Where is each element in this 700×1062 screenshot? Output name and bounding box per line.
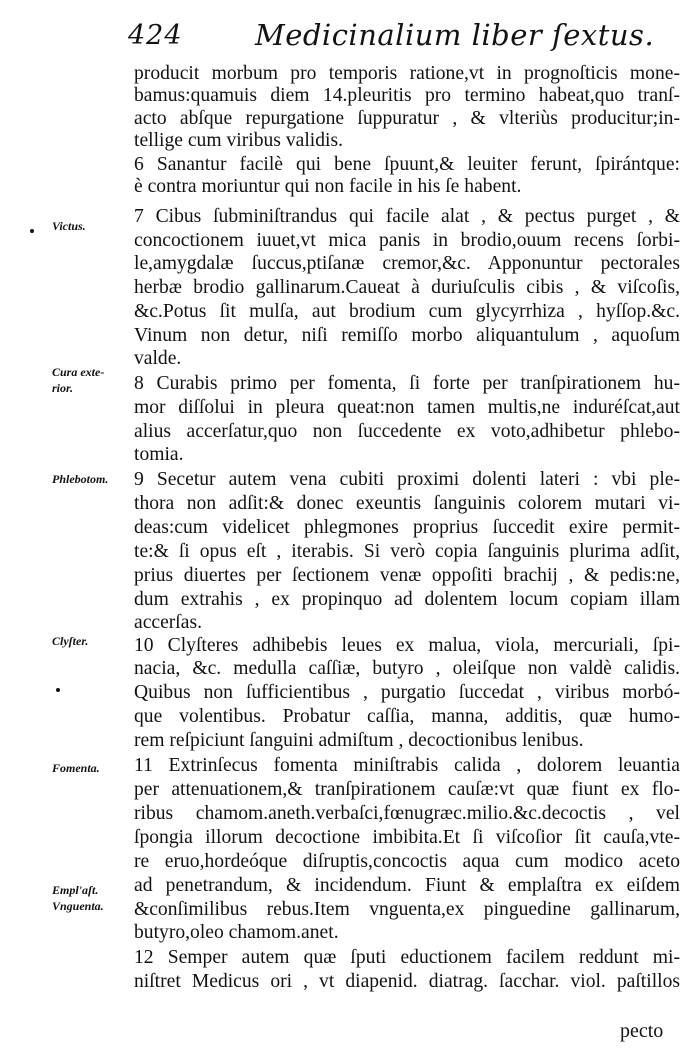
text-line: butyro,oleo chamom.anet. [134,922,339,943]
margin-dot [30,229,34,233]
margin-note-cura-exterior-2: rior. [52,381,74,395]
margin-note-cura-exterior-1: Cura exte- [52,365,105,379]
text-line: 9 Secetur autem vena cubiti proximi dolenti lateri : vbi ple- [134,469,680,490]
margin-note-fomenta: Fomenta. [52,761,100,775]
text-line: valde. [134,348,182,369]
text-line: nacia, &c. medulla caſſiæ, butyro , oleiſque non valdè calidis. [134,658,680,679]
text-line: ſpongia illorum decoctione imbibita.Et ſi viſcoſior ſit cauſa,vte- [134,827,680,848]
catchword: pecto [620,1020,664,1042]
text-line: dum extrahis , ex propinquo ad dolentem locum copiam illam [134,589,680,610]
text-line: herbæ brodio gallinarum.Caueat à duriuſculis cibis , & viſcoſis, [134,277,680,298]
margin-note-clyster: Clyſter. [52,634,89,648]
page-number: 424 [128,20,183,51]
margin-note-emplast: Empl'aſt. [52,883,99,897]
text-line: tomia. [134,444,184,465]
margin-dot [56,688,60,692]
text-line: mor diſſolui in pleura queat:non tamen multis,ne induréſcat,aut [134,397,680,418]
text-line: thora non adſit:& donec exeuntis ſanguinis colorem mutari vi- [134,493,680,514]
text-line: per attenuationem,& tranſpirationem cauſæ:vt quæ fiunt ex flo- [134,779,680,800]
text-line: te:& ſi opus eſt , iterabis. Si verò copia ſanguinis plurima adſit, [134,541,680,562]
margin-note-victus: Victus. [52,219,86,233]
text-line: &c.Potus ſit mulſa, aut brodium cum glycyrrhiza , hyſſop.&c. [134,301,680,322]
text-line: le,amygdalæ ſuccus,ptiſanæ cremor,&c. Apponuntur pectorales [134,253,680,274]
text-line: 6 Sanantur facilè qui bene ſpuunt,& leuiter ferunt, ſpirántque: [134,154,680,175]
text-line: acto abſque repurgatione ſuppuratur , & vlteriùs producitur;in- [134,108,680,129]
text-line: 12 Semper autem quæ ſputi eductionem facilem reddunt mi- [134,947,680,968]
text-line: 7 Cibus ſubminiſtrandus qui facile alat , & pectus purget , & [134,206,680,227]
text-line: prius diuertes per ſectionem venæ oppoſiti brachij , & pedis:ne, [134,565,680,586]
text-line: alius accerſatur,quo non ſuccedente ex voto,adhibetur phlebo- [134,421,680,442]
text-line: ad penetrandum, & incidendum. Fiunt & emplaſtra ex eiſdem [134,875,680,896]
text-line: re eruo,hordeóque diſruptis,concoctis aqua cum modico aceto [134,851,680,872]
text-line: deas:cum videlicet phlegmones proprius ſuccedit exire permit- [134,517,680,538]
text-line: Quibus non ſufficientibus , purgatio ſuccedat , viribus morbó- [134,682,680,703]
text-line: accerſas. [134,612,202,633]
text-line: 10 Clyſteres adhibebis leues ex malua, viola, mercuriali, ſpi- [134,635,680,656]
margin-note-vnguenta: Vnguenta. [52,899,104,913]
text-line: ribus chamom.aneth.verbaſci,fœnugræc.milio.&c.decoctis , vel [134,803,680,824]
text-line: 11 Extrinſecus fomenta miniſtrabis calida , dolorem leuantia [134,755,680,776]
text-line: 8 Curabis primo per fomenta, ſi forte per tranſpirationem hu- [134,373,680,394]
running-title: Medicinalium liber ſextus. [255,18,655,52]
text-line: &conſimilibus rebus.Item vnguenta,ex pinguedine gallinarum, [134,899,680,920]
text-line: Vinum non detur, niſi remiſſo morbo aliquantulum , aquoſum [134,325,680,346]
text-line: tellige cum viribus validis. [134,130,343,151]
text-line: producit morbum pro temporis ratione,vt in prognoſticis mone- [134,63,680,84]
text-line: concoctionem iuuet,vt mica panis in brodio,ouum recens ſorbi- [134,230,680,251]
text-line: niſtret Medicus ori , vt diapenid. diatrag. ſacchar. viol. paſtillos [134,971,680,992]
text-line: que volentibus. Probatur caſſia, manna, additis, quæ humo- [134,706,680,727]
margin-note-phlebotom: Phlebotom. [52,472,109,486]
text-line: bamus:quamuis diem 14.pleuritis pro termino habeat,quo tranſ- [134,85,680,106]
text-line: è contra moriuntur qui non facile in his ſe habent. [134,176,522,197]
text-line: rem reſpiciunt ſanguini admiſtum , decoctionibus lenibus. [134,730,584,751]
page-header [0,16,700,56]
